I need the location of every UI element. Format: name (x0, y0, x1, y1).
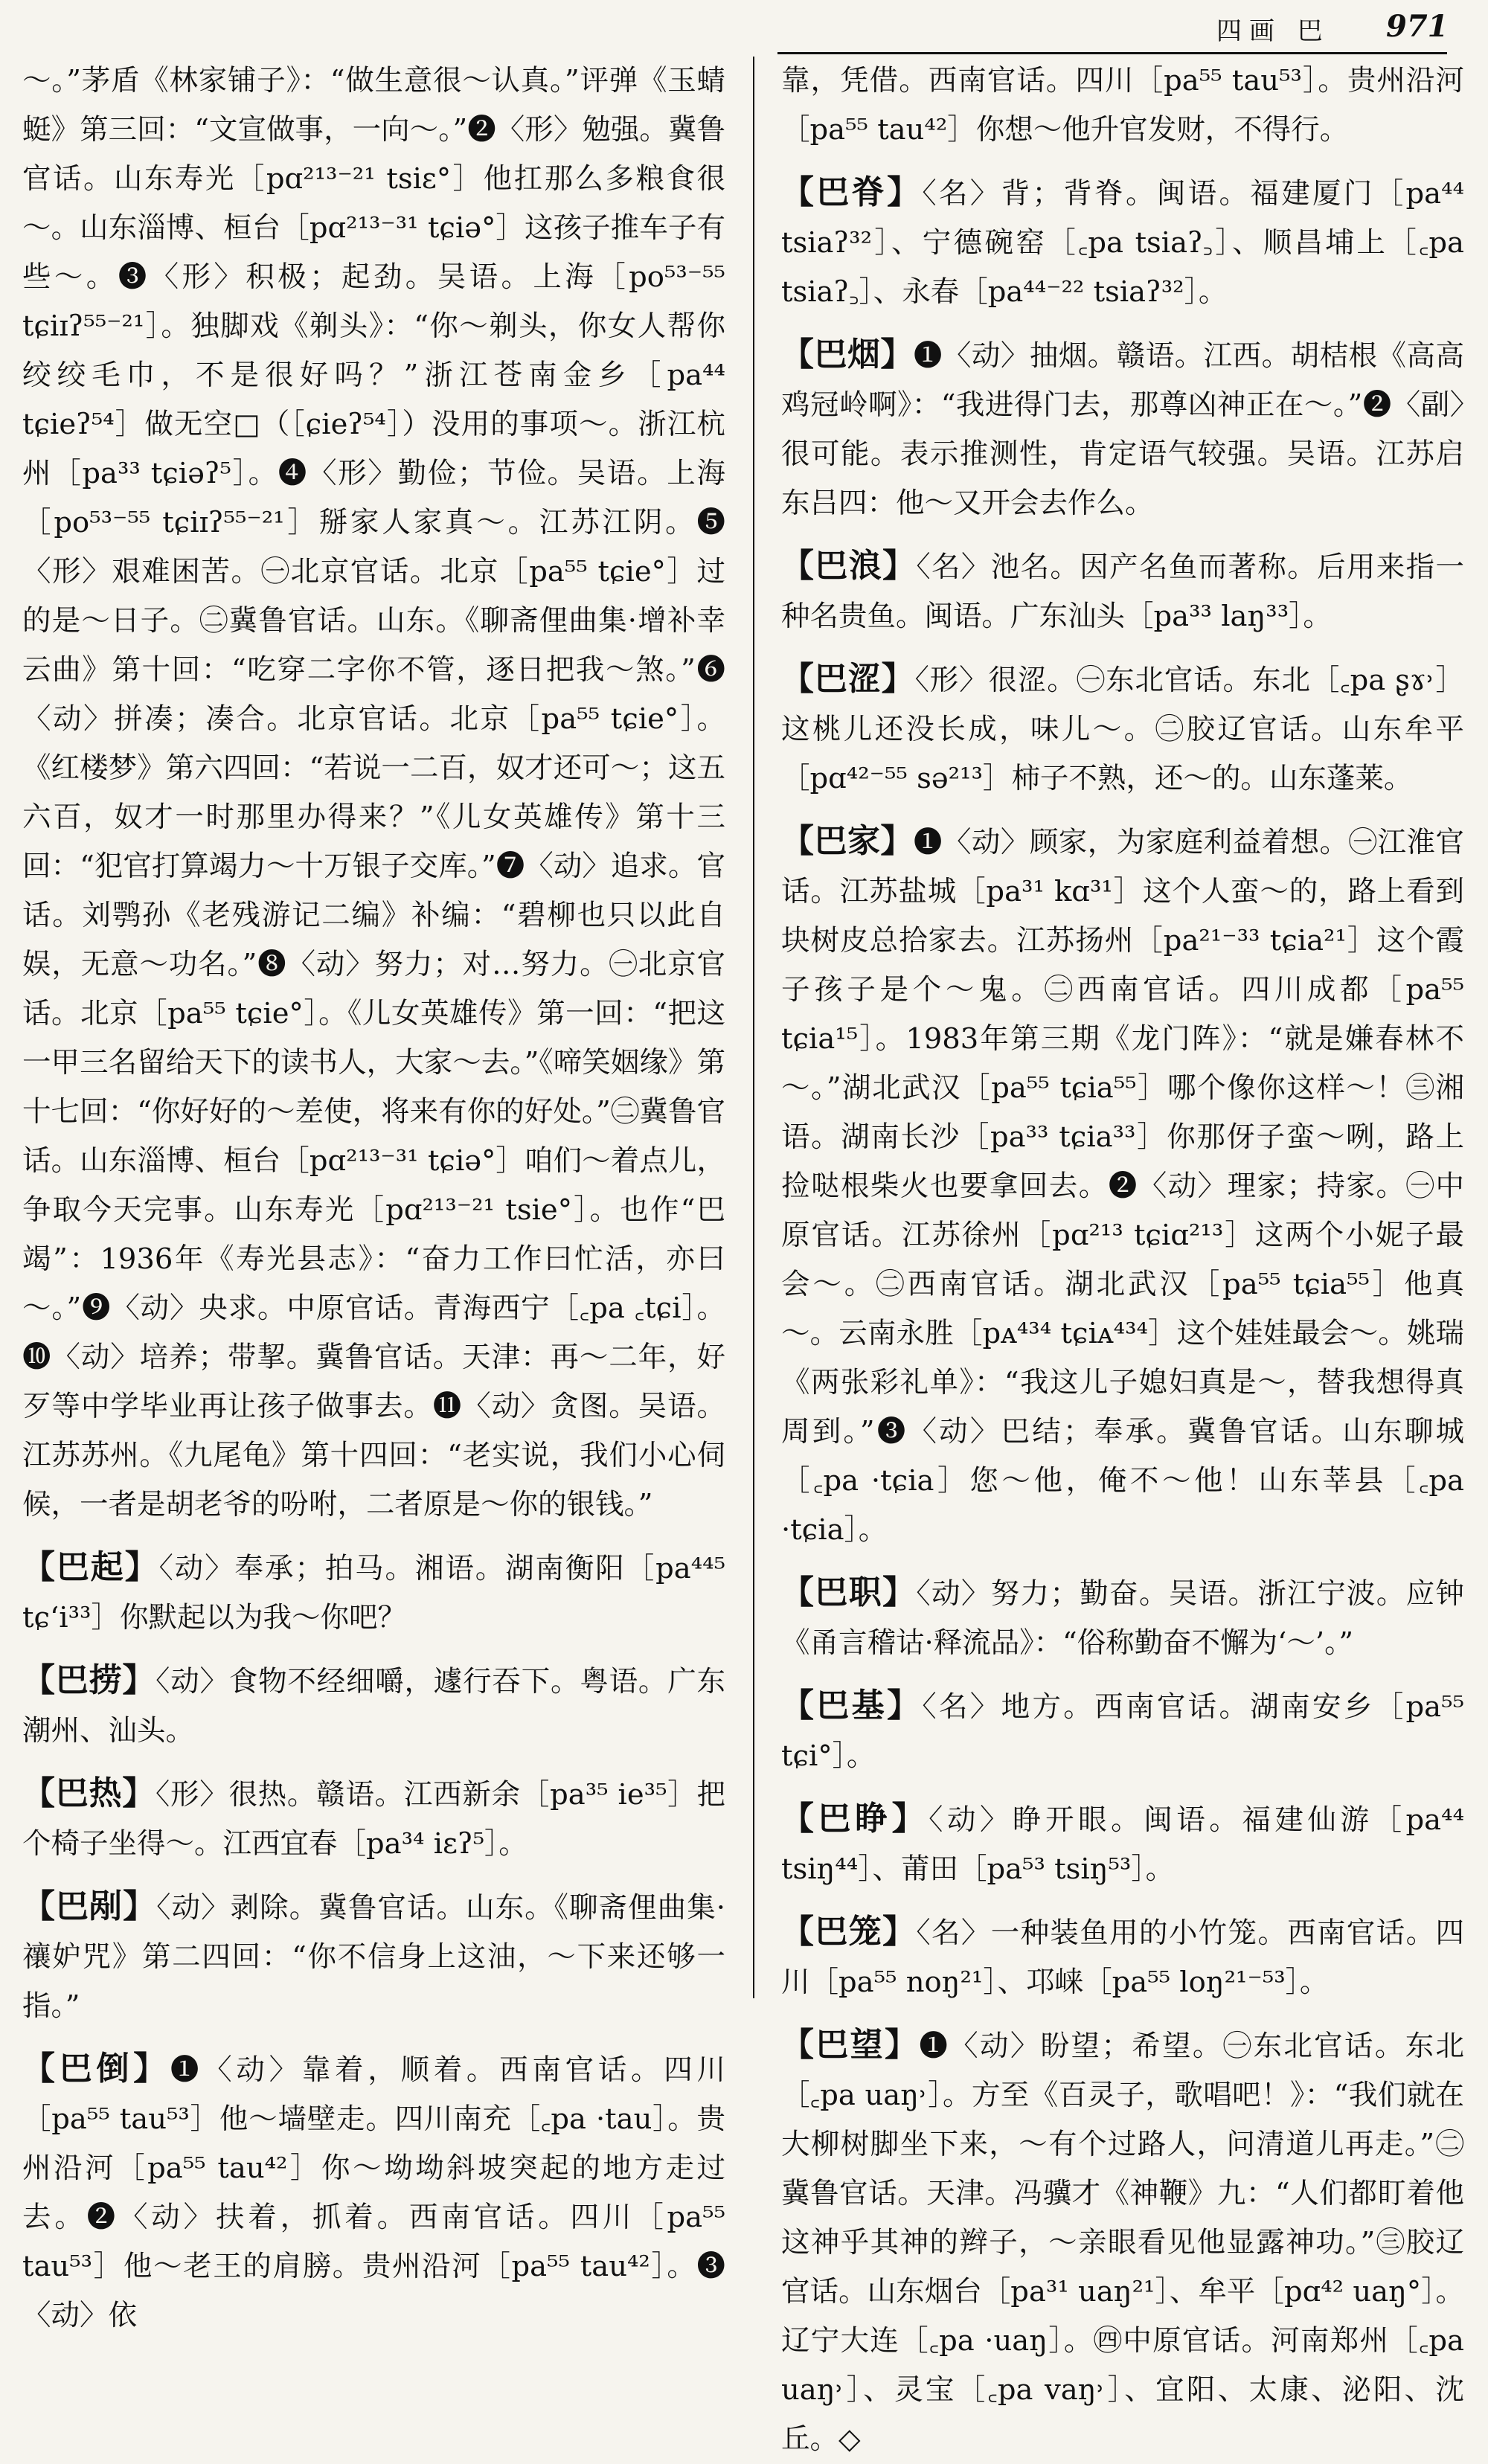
entry-headword: 【巴睁】 (781, 1800, 929, 1838)
continued-entry-text: 靠，凭借。西南官话。四川［pa⁵⁵ tau⁵³］。贵州沿河［pa⁵⁵ tau⁴²］你想～他升官发财，不得行。 (781, 64, 1464, 147)
entry-headword: 【巴笼】 (781, 1913, 917, 1951)
section-label: 四画 巴 (1216, 16, 1330, 46)
left-column (22, 57, 726, 2332)
entry-headword: 【巴基】 (781, 1687, 923, 1725)
entry-definition: 〈名〉背；背脊。闽语。福建厦门［pa⁴⁴ tsiaʔ³²］、宁德碗窑［꜀pa tsiaʔ꜆］、顺昌埔上［꜀pa tsiaʔ꜆］、永春［pa⁴⁴⁻²² tsiaʔ³²］。 (781, 177, 1465, 309)
entry-headword: 【巴倒】 (22, 2050, 170, 2088)
entry-headword: 【巴剐】 (22, 1887, 157, 1925)
page-header (777, 0, 1447, 54)
dictionary-entry (781, 1681, 1464, 1781)
entry-definition: 〈动〉努力；勤奋。吴语。浙江宁波。应钟《甬言稽诂·释流品》：“俗称勤奋不懈为‘～’。” (781, 1577, 1464, 1660)
entry-definition: ❶〈动〉盼望；希望。㊀东北官话。东北［꜀pa uaŋ˒］。方至《百灵子，歌唱吧！》：“我们就在大柳树脚坐下来，～有个过路人，问清道儿再走。”㊁冀鲁官话。天津。冯骥才《神鞭》九：“人们都盯着他这神乎其神的辫子，～亲眼看见他显露神功。”㊂胶辽官话。山东烟台［pa³¹ uaŋ²¹］、牟平［pɑ⁴² uaŋ°］。辽宁大连［꜀pa ·uaŋ］。㊃中原官话。河南郑州［꜀pa uaŋ˒］、灵宝［꜀pa vaŋ˒］、宜阳、太康、泌阳、沈丘。◇ (781, 2030, 1464, 2456)
entry-definition: 〈名〉一种装鱼用的小竹笼。西南官话。四川［pa⁵⁵ noŋ²¹］、邛崃［pa⁵⁵ loŋ²¹⁻⁵³］。 (781, 1916, 1464, 1999)
entry-definition: 〈动〉剥除。冀鲁官话。山东。《聊斋俚曲集·禳妒咒》第二四回：“你不信身上这油，～下来还够一指。” (22, 1891, 725, 2023)
dictionary-entry (22, 1543, 725, 1643)
column-divider (753, 57, 754, 1998)
entry-headword: 【巴捞】 (22, 1661, 156, 1699)
entry-definition: 〈动〉食物不经细嚼，遽行吞下。粤语。广东潮州、汕头。 (22, 1665, 725, 1748)
entry-headword: 【巴浪】 (781, 547, 917, 585)
continued-entry-text: ～。”茅盾《林家铺子》：“做生意很～认真。”评弹《玉蜻蜓》第三回：“文宣做事，一向～。”❷〈形〉勉强。冀鲁官话。山东寿光［pɑ²¹³⁻²¹ tsiɛ°］他扛那么多粮食很～。山东淄博、桓台［pɑ²¹³⁻³¹ tɕiə°］这孩子推车子有些～。❸〈形〉积极；起劲。吴语。上海［po⁵³⁻⁵⁵ tɕiɪʔ⁵⁵⁻²¹］。独脚戏《剃头》：“你～剃头，你女人帮你绞绞毛巾，不是很好吗？”浙江苍南金乡［pa⁴⁴ tɕieʔ⁵⁴］做无空□（［ɕieʔ⁵⁴］）没用的事项～。浙江杭州［pa³³ tɕiəʔ⁵］。❹〈形〉勤俭；节俭。吴语。上海［po⁵³⁻⁵⁵ tɕiɪʔ⁵⁵⁻²¹］掰家人家真～。江苏江阴。❺〈形〉艰难困苦。㊀北京官话。北京［pa⁵⁵ tɕie°］过的是～日子。㊁冀鲁官话。山东。《聊斋俚曲集·增补幸云曲》第十回：“吃穿二字你不管，逐日把我～煞。”❻〈动〉拼凑；凑合。北京官话。北京［pa⁵⁵ tɕie°］。《红楼梦》第六四回：“若说一二百，奴才还可～；这五六百，奴才一时那里办得来？”《儿女英雄传》第十三回：“犯官打算竭力～十万银子交库。”❼〈动〉追求。官话。刘鹗孙《老残游记二编》补编：“碧柳也只以此自娱，无意～功名。”❽〈动〉努力；对…努力。㊀北京官话。北京［pa⁵⁵ tɕie°］。《儿女英雄传》第一回：“把这一甲三名留给天下的读书人，大家～去。”《啼笑姻缘》第十七回：“你好好的～差使，将来有你的好处。”㊁冀鲁官话。山东淄博、桓台［pɑ²¹³⁻³¹ tɕiə°］咱们～着点儿，争取今天完事。山东寿光［pɑ²¹³⁻²¹ tsie°］。也作“巴竭”：1936年《寿光县志》：“奋力工作曰忙活，亦曰～。”❾〈动〉央求。中原官话。青海西宁［꜀pa ꜀tɕi］。❿〈动〉培养；带挈。冀鲁官话。天津：再～二年，好歹等中学毕业再让孩子做事去。⓫〈动〉贪图。吴语。江苏苏州。《九尾龟》第十四回：“老实说，我们小心伺候，一者是胡老爷的吩咐，二者原是～你的银钱。” (22, 64, 725, 1521)
dictionary-entry (781, 168, 1464, 317)
entry-definition: 〈名〉池名。因产名鱼而著称。后用来指一种名贵鱼。闽语。广东汕头［pa³³ laŋ³³］。 (781, 551, 1464, 633)
entry-definition: 〈名〉地方。西南官话。湖南安乡［pa⁵⁵ tɕi°］。 (781, 1690, 1465, 1773)
dictionary-entry (781, 1568, 1464, 1668)
entry-definition: 〈形〉很涩。㊀东北官话。东北［꜀pa ʂɤ˒］这桃儿还没长成，味儿～。㊁胶辽官话。山东牟平［pɑ⁴²⁻⁵⁵ sə²¹³］柿子不熟，还～的。山东蓬莱。 (781, 664, 1464, 795)
entry-headword: 【巴涩】 (781, 660, 915, 698)
dictionary-entry (781, 2021, 1464, 2464)
dictionary-entry (22, 1882, 725, 2031)
entry-definition: 〈动〉睁开眼。闽语。福建仙游［pa⁴⁴ tsiŋ⁴⁴］、莆田［pa⁵³ tsiŋ⁵³］。 (781, 1803, 1465, 1886)
entry-headword: 【巴起】 (22, 1548, 159, 1586)
dictionary-entry (781, 1908, 1464, 2007)
dictionary-entry (781, 817, 1464, 1555)
entry-definition: ❶〈动〉靠着，顺着。西南官话。四川［pa⁵⁵ tau⁵³］他～墙壁走。四川南充［꜀pa ·tau］。贵州沿河［pa⁵⁵ tau⁴²］你～坳坳斜坡突起的地方走过去。❷〈动〉扶着，抓着。西南官话。四川［pa⁵⁵ tau⁵³］他～老王的肩膀。贵州沿河［pa⁵⁵ tau⁴²］。❸〈动〉依 (22, 2053, 725, 2332)
entry-headword: 【巴望】 (781, 2026, 920, 2064)
dictionary-entry (22, 1656, 725, 1756)
page-number: 971 (1386, 9, 1449, 44)
entry-definition: 〈形〉很热。赣语。江西新余［pa³⁵ ie³⁵］把个椅子坐得～。江西宜春［pa³⁴ iɛʔ⁵］。 (22, 1778, 726, 1861)
dictionary-entry (781, 655, 1464, 803)
entry-definition: ❶〈动〉顾家，为家庭利益着想。㊀江淮官话。江苏盐城［pa³¹ kɑ³¹］这个人蛮～的，路上看到块树皮总拾家去。江苏扬州［pa²¹⁻³³ tɕia²¹］这个霞子孩子是个～鬼。㊁西南官话。四川成都［pa⁵⁵ tɕia¹⁵］。1983年第三期《龙门阵》：“就是嫌春林不～。”湖北武汉［pa⁵⁵ tɕia⁵⁵］哪个像你这样～！㊂湘语。湖南长沙［pa³³ tɕia³³］你那伢子蛮～咧，路上捡哒根柴火也要拿回去。❷〈动〉理家；持家。㊀中原官话。江苏徐州［pɑ²¹³ tɕiɑ²¹³］这两个小妮子最会～。㊁西南官话。湖北武汉［pa⁵⁵ tɕia⁵⁵］他真～。云南永胜［pᴀ⁴³⁴ tɕiᴀ⁴³⁴］这个娃娃最会～。姚瑞《两张彩礼单》：“我这儿子媳妇真是～，替我想得真周到。”❸〈动〉巴结；奉承。冀鲁官话。山东聊城［꜀pa ·tɕia］您～他，俺不～他！山东莘县［꜀pa ·tɕia］。 (781, 826, 1464, 1547)
right-column (781, 57, 1465, 2456)
entry-definition: ❶〈动〉抽烟。赣语。江西。胡桔根《高高鸡冠岭啊》：“我进得门去，那尊凶神正在～。”❷〈副〉很可能。表示推测性，肯定语气较强。吴语。江苏启东吕四：他～又开会去作么。 (781, 339, 1464, 520)
dictionary-entry (22, 1769, 725, 1869)
entry-headword: 【巴家】 (781, 822, 914, 860)
entry-headword: 【巴职】 (781, 1573, 917, 1611)
entry-definition: 〈动〉奉承；拍马。湘语。湖南衡阳［pa⁴⁴⁵ tɕʻi³³］你默起以为我～你吧？ (22, 1552, 725, 1634)
entry-headword: 【巴脊】 (781, 173, 923, 211)
dictionary-entry (781, 1794, 1464, 1894)
entry-headword: 【巴热】 (22, 1774, 155, 1812)
dictionary-entry (22, 2044, 725, 2341)
dictionary-entry (781, 542, 1464, 641)
entry-headword: 【巴烟】 (781, 336, 914, 373)
dictionary-entry (781, 330, 1464, 528)
